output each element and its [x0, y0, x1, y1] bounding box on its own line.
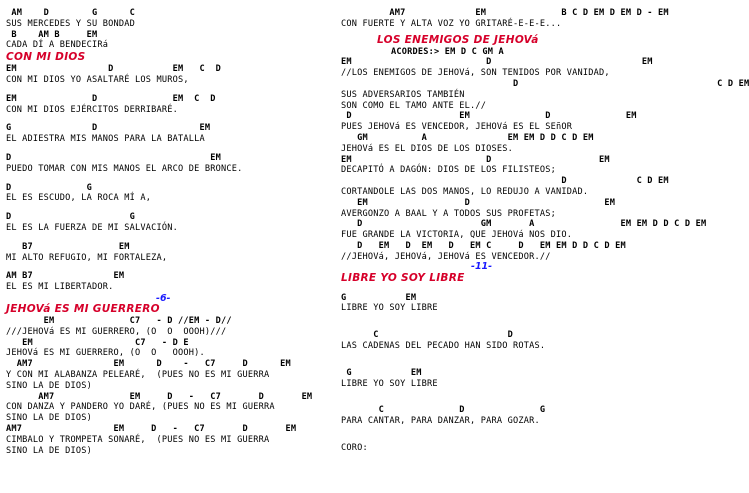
chord-line: EM D EM C D	[6, 93, 216, 104]
chord-line: G D EM	[6, 123, 211, 134]
spacer	[6, 145, 316, 153]
lyric-line: CADA DÍ A BENDECIRá	[6, 40, 109, 51]
lyric-line: CON MI DIOS YO ASALTARÉ LOS MUROS,	[6, 74, 189, 85]
chord-line: D GM A EM EM D D C D EM	[341, 219, 707, 230]
chord-line: D C D EM	[341, 78, 749, 89]
chord-line: GM A EM EM D D C D EM	[341, 132, 594, 143]
chord-line: G EM	[341, 367, 422, 378]
chord-line: EM D EM	[341, 197, 616, 208]
chord-line: D G	[6, 182, 92, 193]
lyric-line: CORO:	[341, 442, 368, 453]
page-number: -6-	[156, 292, 171, 304]
right-intro	[341, 8, 669, 30]
lyric-line: JEHOVá ES EL DIOS DE LOS DIOSES.	[341, 143, 513, 154]
lyric-line: SUS ADVERSARIOS TAMBIÉN	[341, 89, 465, 100]
lyric-line: JEHOVá ES MI GUERRERO, (O O OOOH).	[6, 348, 205, 359]
lyric-line: LAS CADENAS DEL PECADO HAN SIDO ROTAS.	[341, 340, 546, 351]
chord-line: AM7 EM B C D EM D EM D - EM	[341, 8, 669, 18]
lyric-line: LIBRE YO SOY LIBRE	[341, 378, 438, 389]
spacer	[6, 115, 316, 123]
right-section3-lines	[341, 57, 749, 262]
lyric-line: FUE GRANDE LA VICTORIA, QUE JEHOVá NOS DIO.	[341, 230, 573, 241]
lyric-line: CON MI DIOS EJÉRCITOS DERRIBARÉ.	[6, 104, 178, 115]
lyric-line: CIMBALO Y TROMPETA SONARÉ, (PUES NO ES MI GUERRA	[6, 434, 270, 445]
spacer	[341, 397, 633, 405]
spacer	[6, 86, 316, 94]
spacer	[341, 314, 633, 322]
lyric-line: SINO LA DE DIOS)	[6, 413, 92, 424]
chord-line: B AM B EM	[6, 29, 98, 40]
spacer	[341, 389, 633, 397]
right-column	[341, 8, 749, 454]
chord-line: EM C7 - D //EM - D//	[6, 315, 232, 326]
left-column	[6, 8, 316, 456]
chord-line: AM B7 EM	[6, 271, 125, 282]
left-section2-lines	[6, 316, 316, 456]
chord-line: AM7 EM D - C7 D EM	[6, 423, 297, 434]
spacer	[341, 360, 633, 368]
lyric-line: MI ALTO REFUGIO, MI FORTALEZA,	[6, 252, 168, 263]
chord-line: B7 EM	[6, 241, 130, 252]
lyric-line: LIBRE YO SOY LIBRE	[341, 303, 438, 314]
chord-line: C D G	[341, 405, 546, 416]
lyric-line: SON COMO EL TAMO ANTE EL.//	[341, 100, 487, 111]
spacer	[341, 285, 633, 293]
lyric-line: //LOS ENEMIGOS DE JEHOVá, SON TENIDOS POR VANIDAD,	[341, 68, 610, 79]
chord-line: D EM D EM	[341, 111, 637, 122]
chord-line: EM D EM	[341, 57, 653, 68]
chord-line: D EM D EM D EM C D EM EM D D C D EM	[341, 240, 626, 251]
chord-line: D G	[6, 212, 135, 223]
chord-line: AM7 EM D - C7 D EM	[6, 391, 313, 402]
lyric-line: PUEDO TOMAR CON MIS MANOS EL ARCO DE BRONCE.	[6, 163, 243, 174]
chord-line: AM7 EM D - C7 D EM	[6, 359, 291, 370]
lyric-line: EL ADIESTRA MIS MANOS PARA LA BATALLA	[6, 134, 205, 145]
right-section4-lines	[341, 285, 633, 454]
section-header-jehova-guerrero	[6, 293, 316, 316]
lyric-line: ///JEHOVá ES MI GUERRERO, (O O OOOH)///	[6, 326, 227, 337]
left-section1-lines	[6, 64, 316, 293]
chord-line: AM D G C	[6, 8, 135, 18]
lyric-line: //JEHOVá, JEHOVá, JEHOVá ES VENCEDOR.//	[341, 251, 551, 262]
lyric-line: EL ES ESCUDO, LA ROCA MÍ A,	[6, 193, 152, 204]
section-title-enemigos: LOS ENEMIGOS DE JEHOVá	[377, 33, 539, 46]
section-title-jehova-guerrero: JEHOVá ES MI GUERRERO	[6, 302, 160, 315]
spacer	[6, 175, 316, 183]
spacer	[341, 322, 633, 330]
lyric-line: DECAPITÓ A DAGÓN: DIOS DE LOS FILISTEOS;	[341, 165, 556, 176]
section-title-libre: LIBRE YO SOY LIBRE	[341, 271, 465, 284]
lyric-line: SUS MERCEDES Y SU BONDAD	[6, 18, 135, 29]
spacer	[341, 427, 633, 435]
section-header-libre	[341, 260, 633, 285]
spacer	[6, 234, 316, 242]
spacer	[6, 204, 316, 212]
lyric-line: PUES JEHOVá ES VENCEDOR, JEHOVá ES EL SEñOR	[341, 122, 573, 133]
chord-line: EM C7 - D E	[6, 337, 189, 348]
chord-line: D EM	[6, 152, 221, 163]
spacer	[6, 263, 316, 271]
lyric-line: PARA CANTAR, PARA DANZAR, PARA GOZAR.	[341, 416, 540, 427]
spacer	[341, 435, 633, 443]
lyric-line: Y CON MI ALABANZA PELEARÉ, (PUES NO ES MI GUERRA	[6, 369, 270, 380]
lyric-line: EL ES MI LIBERTADOR.	[6, 282, 114, 293]
chord-line: EM D EM	[341, 154, 610, 165]
lyric-line: EL ES LA FUERZA DE MI SALVACIÓN.	[6, 222, 178, 233]
spacer	[341, 352, 633, 360]
chord-line: D C D EM	[341, 176, 669, 187]
section-title-con-mi-dios: CON MI DIOS	[6, 51, 86, 64]
lyric-line: SINO LA DE DIOS)	[6, 445, 92, 456]
chords-line: ACORDES:> EM D C GM A	[391, 46, 504, 57]
lyric-line: SINO LA DE DIOS)	[6, 380, 92, 391]
lyric-line: AVERGONZO A BAAL Y A TODOS SUS PROFETAS;	[341, 208, 556, 219]
left-intro	[6, 8, 316, 51]
chord-line: EM D EM C D	[6, 64, 221, 75]
chord-line: C D	[341, 330, 513, 341]
lyric-line: CON FUERTE Y ALTA VOZ YO GRITARÉ-E-E-E...	[341, 18, 562, 29]
lyric-line: CORTANDOLE LAS DOS MANOS, LO REDUJO A VANIDAD.	[341, 186, 589, 197]
chord-line: G EM	[341, 292, 417, 303]
page-number: -11-	[471, 260, 493, 272]
lyric-line: CON DANZA Y PANDERO YO DARÉ, (PUES NO ES MI GUERRA	[6, 402, 275, 413]
